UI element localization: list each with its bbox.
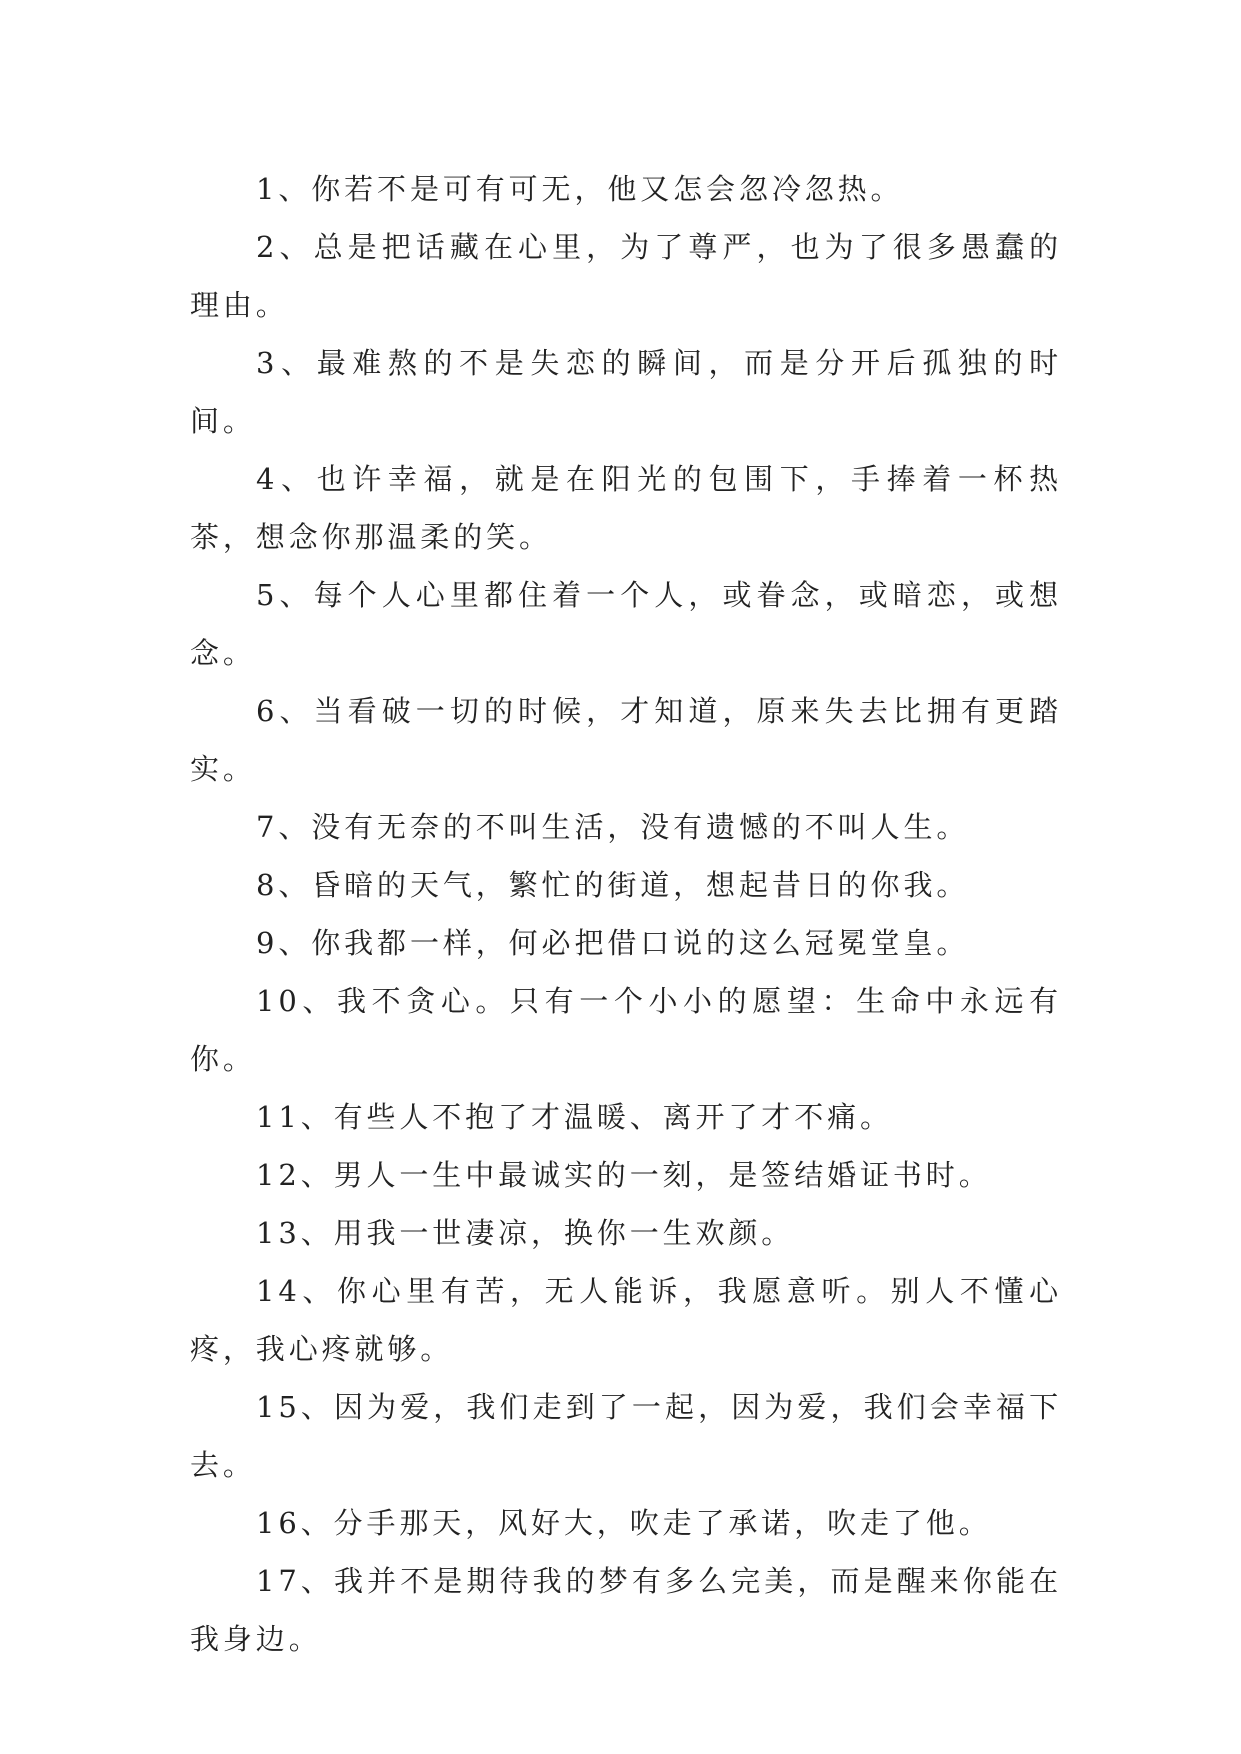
paragraph: 17、我并不是期待我的梦有多么完美，而是醒来你能在我身边。 [190, 1564, 1062, 1656]
paragraph: 7、没有无奈的不叫生活，没有遗憾的不叫人生。 [256, 810, 970, 844]
document-body [190, 160, 1062, 1668]
paragraph: 2、总是把话藏在心里，为了尊严，也为了很多愚蠢的理由。 [190, 230, 1062, 322]
paragraph: 13、用我一世凄凉，换你一生欢颜。 [256, 1216, 795, 1250]
paragraph: 14、你心里有苦，无人能诉，我愿意听。别人不懂心疼，我心疼就够。 [190, 1274, 1062, 1366]
paragraph: 16、分手那天，风好大，吹走了承诺，吹走了他。 [256, 1506, 992, 1540]
paragraph: 9、你我都一样，何必把借口说的这么冠冕堂皇。 [256, 926, 970, 960]
paragraph: 10、我不贪心。只有一个小小的愿望：生命中永远有你。 [190, 984, 1062, 1076]
paragraph: 1、你若不是可有可无，他又怎会忽冷忽热。 [256, 172, 904, 206]
paragraph: 15、因为爱，我们走到了一起，因为爱，我们会幸福下去。 [190, 1390, 1062, 1482]
paragraph: 4、也许幸福，就是在阳光的包围下，手捧着一杯热茶，想念你那温柔的笑。 [190, 462, 1062, 554]
paragraph: 12、男人一生中最诚实的一刻，是签结婚证书时。 [256, 1158, 992, 1192]
paragraph: 3、最难熬的不是失恋的瞬间，而是分开后孤独的时间。 [190, 346, 1062, 438]
paragraph: 6、当看破一切的时候，才知道，原来失去比拥有更踏实。 [190, 694, 1062, 786]
paragraph: 5、每个人心里都住着一个人，或眷念，或暗恋，或想念。 [190, 578, 1062, 670]
paragraph: 11、有些人不抱了才温暖、离开了才不痛。 [256, 1100, 893, 1134]
paragraph: 8、昏暗的天气，繁忙的街道，想起昔日的你我。 [256, 868, 970, 902]
